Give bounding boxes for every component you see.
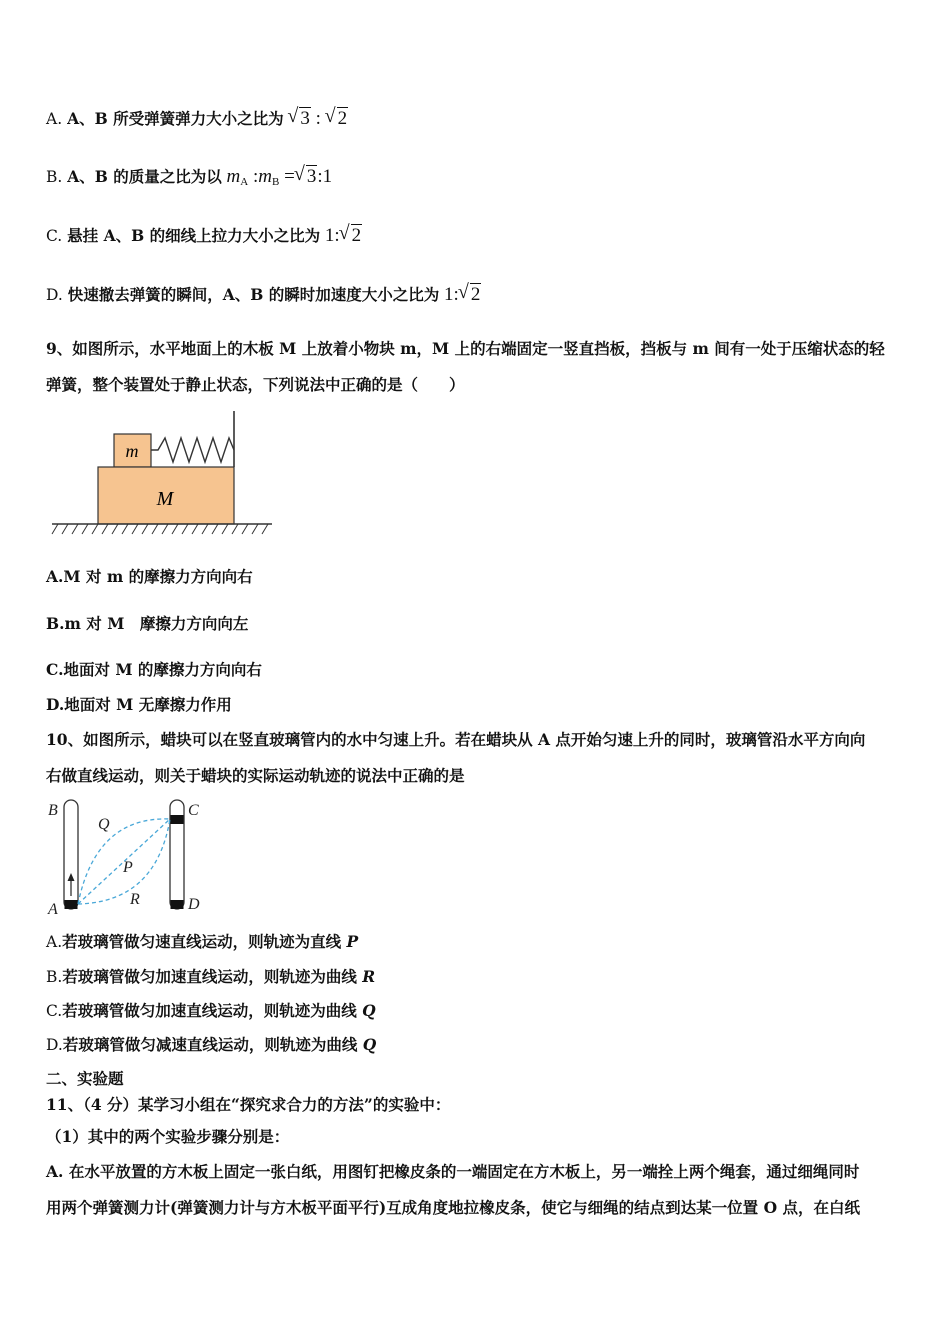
q10-option-c: C.若玻璃管做匀加速直线运动，则轨迹为曲线 Q	[46, 1001, 376, 1020]
small-block-label: m	[125, 441, 139, 461]
up-arrow-head	[68, 873, 75, 881]
q9-stem-line2: 弹簧，整个装置处于静止状态，下列说法中正确的是（ ）	[46, 375, 465, 394]
label-B: B	[48, 802, 58, 819]
q10-figure	[46, 798, 216, 920]
spring	[151, 438, 234, 462]
q9-option-d: D.地面对 M 无摩擦力作用	[46, 695, 232, 714]
label-D: D	[188, 896, 200, 913]
q11-part1: （1）其中的两个实验步骤分别是：	[46, 1127, 290, 1146]
q10-stem-line1: 10、如图所示，蜡块可以在竖直玻璃管内的水中匀速上升。若在蜡块从 A 点开始匀速上升的同时，玻璃管沿水平方向向	[46, 730, 866, 749]
wax-block-right-bottom	[171, 900, 184, 909]
sqrt-2: √ 2	[326, 108, 349, 130]
q8-option-d: D. 快速撤去弹簧的瞬间，A、B 的瞬时加速度大小之比为 1:√ 2	[46, 284, 481, 306]
q10-option-d: D.若玻璃管做匀减速直线运动，则轨迹为曲线 Q	[46, 1035, 377, 1054]
ground-hatch	[52, 524, 268, 534]
q9-option-c: C.地面对 M 的摩擦力方向向右	[46, 660, 262, 679]
label-Q: Q	[98, 816, 110, 833]
q11-stepA-line1: A. 在水平放置的方木板上固定一张白纸，用图钉把橡皮条的一端固定在方木板上，另一端拴上两个绳套，通过细绳同时	[46, 1162, 860, 1181]
label-P: P	[123, 859, 133, 876]
q11-stem: 11、（4 分）某学习小组在“探究求合力的方法”的实验中：	[46, 1095, 451, 1114]
label-R: R	[130, 891, 140, 908]
section-heading: 二、实验题	[46, 1069, 124, 1088]
sqrt-3: √ 3	[288, 108, 311, 130]
q8-option-c: C. 悬挂 A、B 的细线上拉力大小之比为 1:√ 2	[46, 225, 362, 247]
q8-option-a: A. A、B 所受弹簧弹力大小之比为 √ 3 : √ 2	[46, 108, 348, 130]
q8-option-b: B. A、B 的质量之比为以 $m_A$ $:m_B$ =√ 3:1	[46, 166, 332, 193]
wax-block-left	[65, 900, 78, 909]
q10-option-a: A.若玻璃管做匀速直线运动，则轨迹为直线 P	[46, 932, 359, 951]
q10-stem-line2: 右做直线运动，则关于蜡块的实际运动轨迹的说法中正确的是	[46, 766, 465, 785]
big-block-label: M	[156, 488, 174, 510]
q9-option-b: B.m 对 M 摩擦力方向向左	[46, 614, 249, 633]
q9-stem-line1: 9、如图所示，水平地面上的木板 M 上放着小物块 m，M 上的右端固定一竖直挡板，挡板与 m 间有一处于压缩状态的轻	[46, 339, 885, 358]
wax-block-right-top	[171, 815, 184, 824]
q9-figure	[48, 408, 278, 546]
label-C: C	[188, 802, 199, 819]
q10-option-b: B.若玻璃管做匀加速直线运动，则轨迹为曲线 R	[46, 967, 376, 986]
label-A: A	[48, 901, 58, 918]
q11-stepA-line2: 用两个弹簧测力计(弹簧测力计与方木板平面平行)互成角度地拉橡皮条，使它与细绳的结点到达某一位置 O 点，在白纸	[46, 1198, 860, 1217]
q9-option-a: A.M 对 m 的摩擦力方向向右	[46, 567, 253, 586]
